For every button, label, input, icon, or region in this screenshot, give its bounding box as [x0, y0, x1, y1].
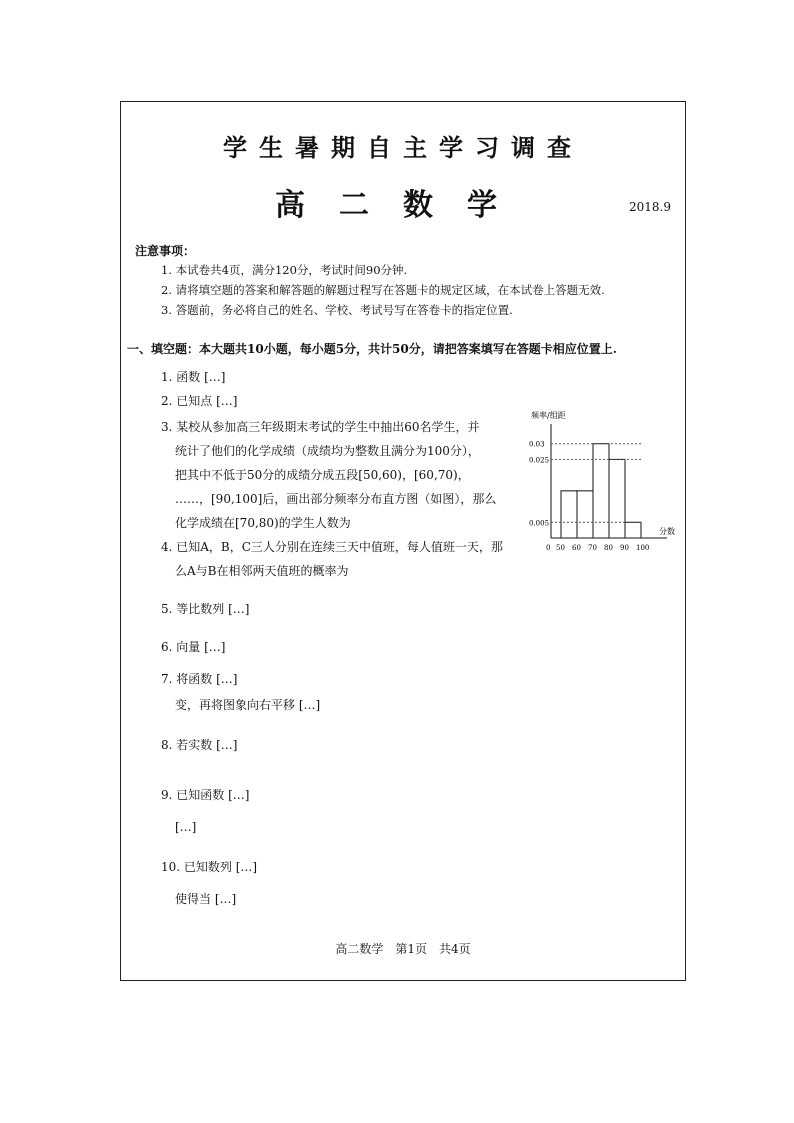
question: 7. 将函数 […]: [161, 672, 238, 686]
question: 10. 已知数列 […]: [161, 860, 258, 874]
question: 2. 已知点 […]: [161, 394, 238, 408]
exam-date: 2018.9: [629, 200, 671, 214]
y-tick-label: 0.03: [529, 440, 545, 449]
section-title: 一、填空题：本大题共10小题，每小题5分，共计50分，请把答案填写在答题卡相应位置上.: [127, 342, 617, 356]
y-tick-label: 0.025: [529, 456, 550, 465]
question: 3. 某校从参加高三年级期末考试的学生中抽出60名学生，并: [161, 420, 480, 434]
x-tick-label: 60: [572, 544, 581, 552]
histogram-bar: [625, 522, 641, 538]
x-tick-label: 0: [546, 544, 551, 552]
exam-title: 学生暑期自主学习调查: [223, 133, 583, 162]
question: 化学成绩在[70,80)的学生人数为: [175, 516, 351, 530]
question: 9. 已知函数 […]: [161, 788, 250, 802]
exam-subject: 高二数学: [275, 188, 531, 223]
question: 使得当 […]: [175, 892, 237, 906]
x-tick-label: 80: [604, 544, 613, 552]
question: 统计了他们的化学成绩（成绩均为整数且满分为100分），: [175, 444, 480, 458]
histogram-bar: [609, 459, 625, 538]
note-item: 1. 本试卷共4页，满分120分，考试时间90分钟.: [161, 263, 408, 277]
note-item: 3. 答题前，务必将自己的姓名、学校、考试号写在答卷卡的指定位置.: [161, 303, 513, 317]
question: 8. 若实数 […]: [161, 738, 238, 752]
question: 变，再将图象向右平移 […]: [175, 698, 321, 712]
histogram-bar: [561, 491, 577, 538]
x-axis-label: 分数: [659, 527, 675, 536]
question: 6. 向量 […]: [161, 640, 226, 654]
question: 把其中不低于50分的成绩分成五段[50,60)，[60,70)，: [175, 468, 470, 482]
question: […]: [175, 820, 197, 834]
page-frame: [120, 101, 686, 981]
x-tick-label: 50: [556, 544, 565, 552]
notes-title: 注意事项：: [135, 244, 196, 258]
x-tick-label: 100: [636, 544, 650, 552]
question: 5. 等比数列 […]: [161, 602, 250, 616]
x-tick-label: 70: [588, 544, 597, 552]
question: 4. 已知A，B，C三人分别在连续三天中值班，每人值班一天，那: [161, 540, 503, 554]
page-footer: 高二数学 第1页 共4页: [335, 942, 471, 956]
y-tick-label: 0.005: [529, 519, 550, 528]
histogram-chart: [529, 408, 675, 568]
x-tick-label: 90: [620, 544, 629, 552]
question: ……，[90,100]后，画出部分频率分布直方图（如图），那么: [175, 492, 497, 506]
question: 么A与B在相邻两天值班的概率为: [175, 564, 349, 578]
histogram-bar: [593, 444, 609, 538]
question: 1. 函数 […]: [161, 370, 226, 384]
y-axis-label: 频率/组距: [531, 411, 566, 420]
note-item: 2. 请将填空题的答案和解答题的解题过程写在答题卡的规定区域，在本试卷上答题无效.: [161, 283, 605, 297]
histogram-bar: [577, 491, 593, 538]
